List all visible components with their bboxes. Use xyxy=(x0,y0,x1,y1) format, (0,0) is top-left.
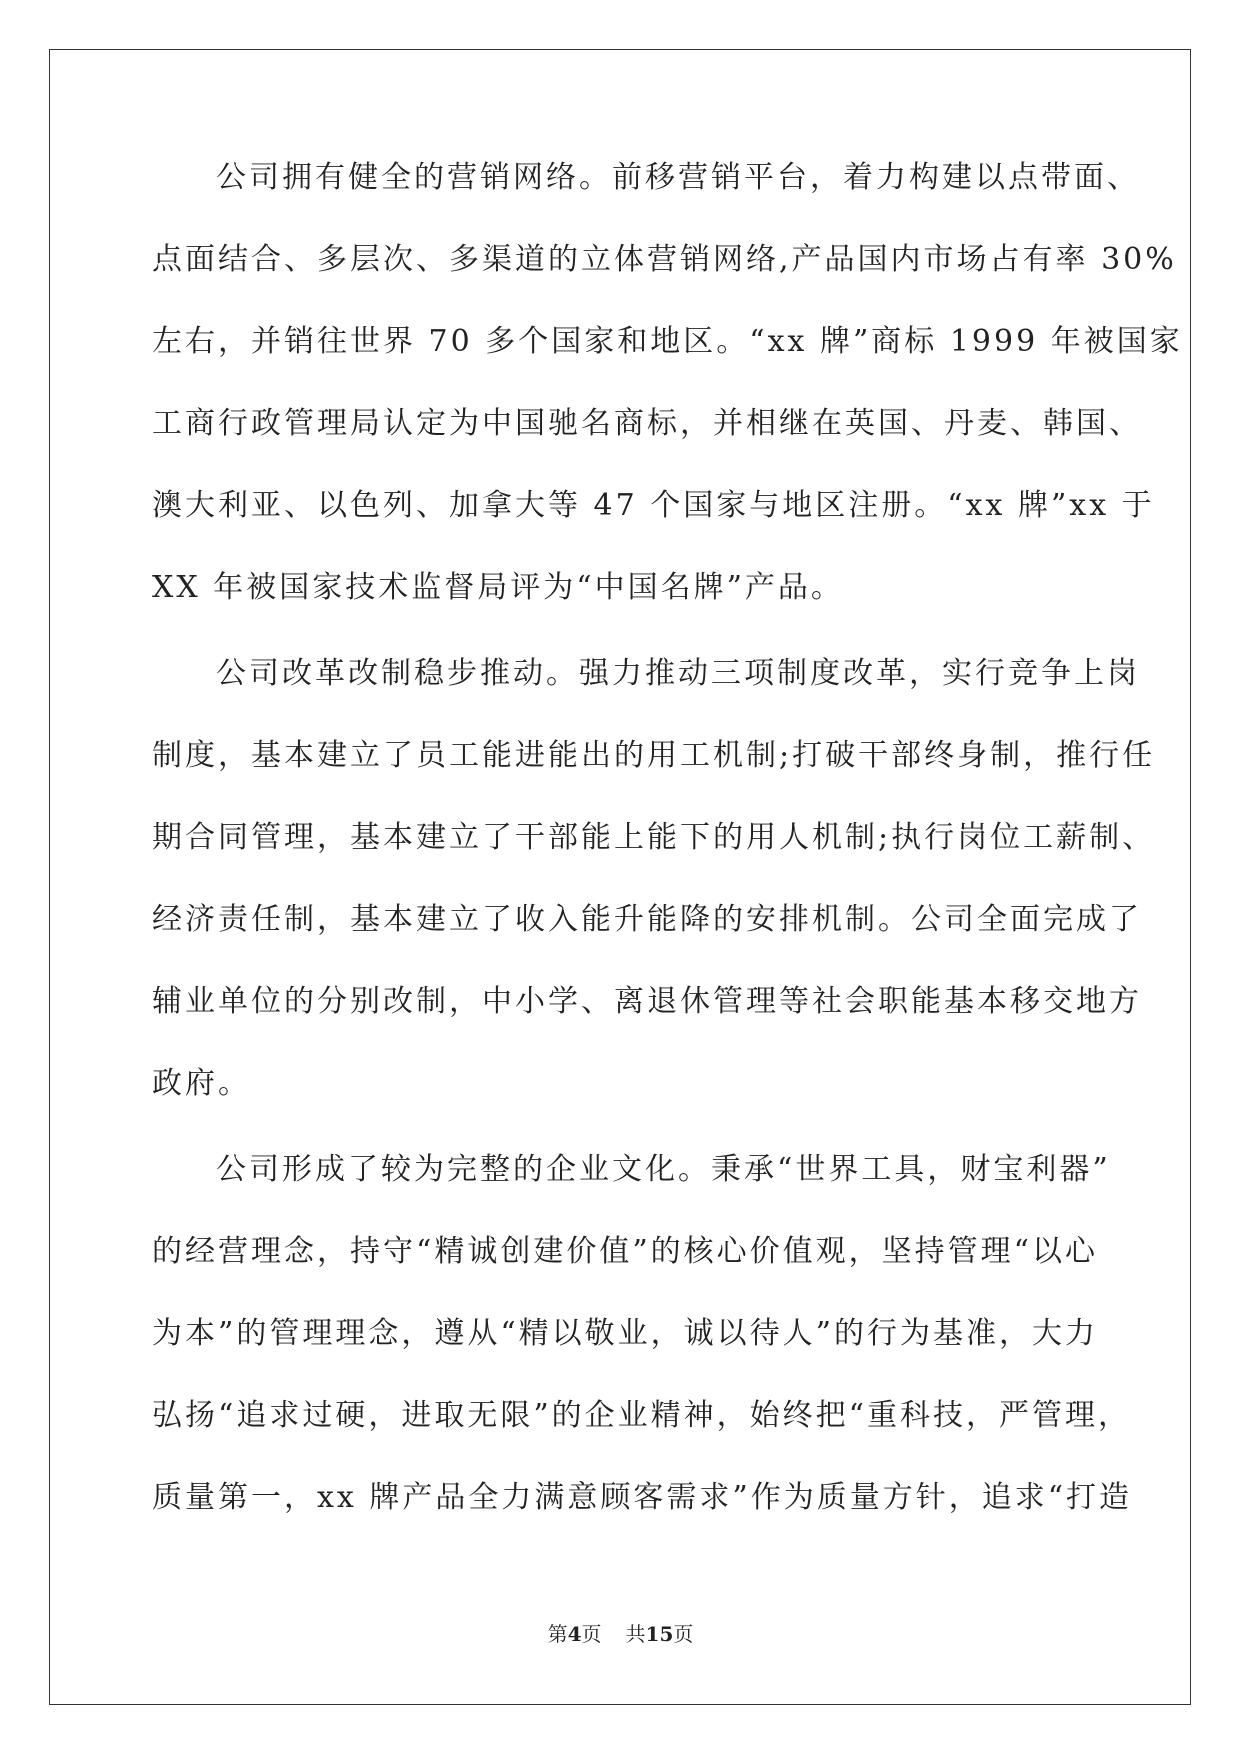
current-page-number: 4 xyxy=(567,1622,582,1646)
paragraph-line: 左右，并销往世界 70 多个国家和地区。“xx 牌”商标 1999 年被国家 xyxy=(152,324,1183,359)
paragraph-line: 公司形成了较为完整的企业文化。秉承“世界工具，财宝利器” xyxy=(216,1152,1111,1187)
total-prefix: 共 xyxy=(625,1622,646,1646)
total-page-count: 15 xyxy=(645,1622,674,1646)
paragraph-line: 弘扬“追求过硬，进取无限”的企业精神，始终把“重科技，严管理， xyxy=(152,1398,1132,1433)
paragraph-line: 辅业单位的分别改制，中小学、离退休管理等社会职能基本移交地方 xyxy=(152,984,1142,1019)
paragraph-line: 的经营理念，持守“精诚创建价值”的核心价值观，坚持管理“以心 xyxy=(152,1234,1099,1269)
paragraph-line: 经济责任制，基本建立了收入能升能降的安排机制。公司全面完成了 xyxy=(152,902,1142,937)
paragraph-line: 制度，基本建立了员工能进能出的用工机制;打破干部终身制，推行任 xyxy=(152,738,1156,773)
paragraph-line: 点面结合、多层次、多渠道的立体营销网络,产品国内市场占有率 30% xyxy=(152,242,1177,277)
page-footer xyxy=(0,1620,1241,1648)
page-prefix: 第 xyxy=(547,1622,568,1646)
paragraph-line: 为本”的管理理念，遵从“精以敬业，诚以待人”的行为基准，大力 xyxy=(152,1316,1099,1351)
paragraph-line: 公司改革改制稳步推动。强力推动三项制度改革，实行竞争上岗 xyxy=(216,656,1140,691)
paragraph-line: 质量第一，xx 牌产品全力满意顾客需求”作为质量方针，追求“打造 xyxy=(152,1480,1133,1515)
paragraph-line: 澳大利亚、以色列、加拿大等 47 个国家与地区注册。“xx 牌”xx 于 xyxy=(152,488,1155,523)
paragraph-line: 工商行政管理局认定为中国驰名商标，并相继在英国、丹麦、韩国、 xyxy=(152,406,1142,441)
total-suffix: 页 xyxy=(673,1622,694,1646)
page-suffix: 页 xyxy=(581,1622,602,1646)
paragraph-line: 期合同管理，基本建立了干部能上能下的用人机制;执行岗位工薪制、 xyxy=(152,820,1156,855)
paragraph-line: 公司拥有健全的营销网络。前移营销平台，着力构建以点带面、 xyxy=(216,160,1140,195)
paragraph-line: XX 年被国家技术监督局评为“中国名牌”产品。 xyxy=(152,570,844,605)
page-border xyxy=(49,49,1191,1705)
paragraph-line: 政府。 xyxy=(152,1066,251,1101)
